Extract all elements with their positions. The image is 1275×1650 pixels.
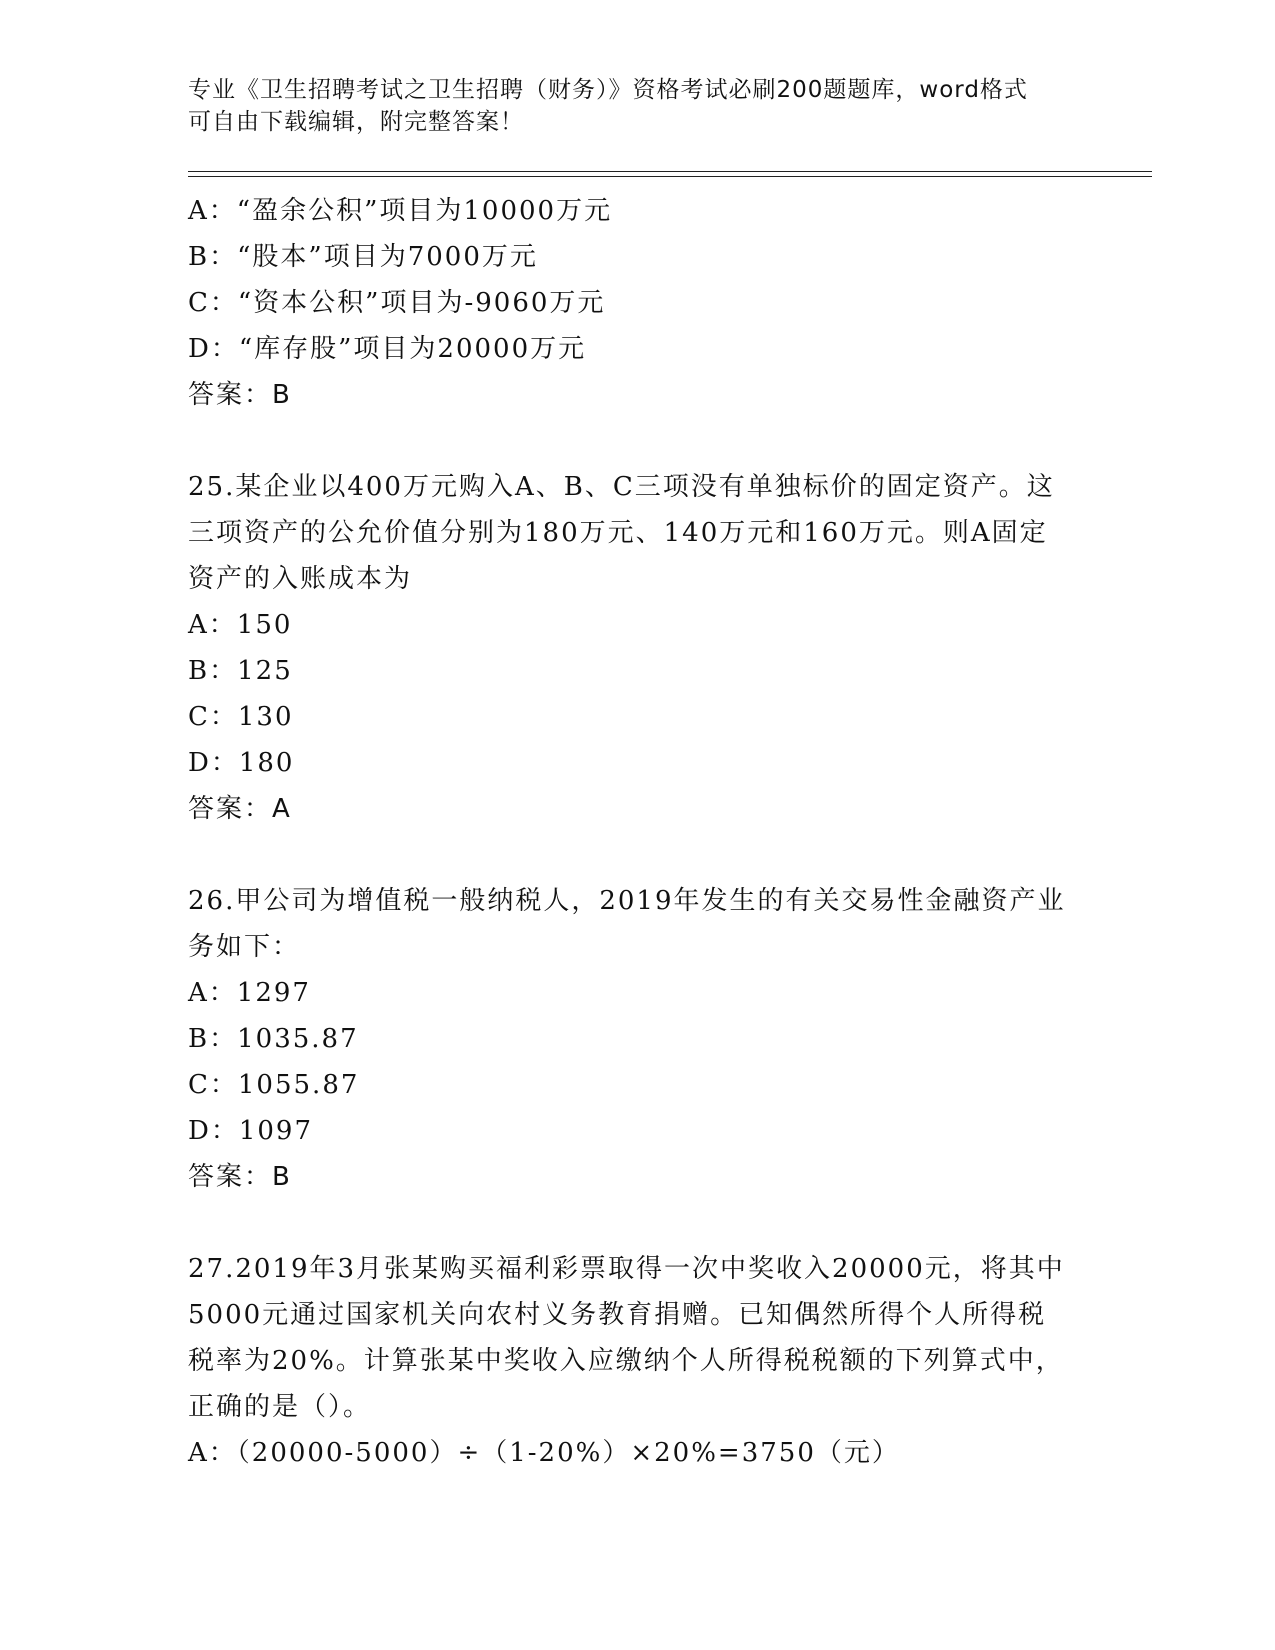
answer-line: 答案：A: [188, 794, 292, 824]
option-d: D：“库存股”项目为20000万元: [188, 334, 587, 364]
answer-line: 答案：B: [188, 1162, 292, 1192]
header-line-1: 专业《卫生招聘考试之卫生招聘（财务）》资格考试必刷200题题库，word格式: [188, 77, 1028, 103]
question-block-27: [188, 1246, 1088, 1476]
option-b: B：“股本”项目为7000万元: [188, 242, 538, 272]
spacer: [188, 832, 1088, 878]
question-text-line: 正确的是（）。: [188, 1392, 372, 1422]
question-text-line: 务如下：: [188, 932, 301, 962]
option-d: D：180: [188, 748, 295, 778]
question-text-line: 税率为20%。计算张某中奖收入应缴纳个人所得税税额的下列算式中，: [188, 1346, 1064, 1376]
spacer: [188, 1200, 1088, 1246]
header-rule-bottom: [188, 176, 1152, 177]
question-text-line: 资产的入账成本为: [188, 564, 413, 594]
option-b: B：125: [188, 656, 293, 686]
option-a: A：150: [188, 610, 293, 640]
answer-line: 答案：B: [188, 380, 292, 410]
header-line-2: 可自由下载编辑，附完整答案！: [188, 109, 524, 135]
option-a: A：（20000-5000）÷（1-20%）×20%=3750（元）: [188, 1438, 900, 1468]
question-block-26: [188, 878, 1088, 1200]
option-a: A：“盈余公积”项目为10000万元: [188, 196, 613, 226]
option-c: C：130: [188, 702, 294, 732]
option-d: D：1097: [188, 1116, 314, 1146]
spacer: [188, 418, 1088, 464]
header-rule-top: [188, 171, 1152, 172]
question-text-line: 5000元通过国家机关向农村义务教育捐赠。已知偶然所得个人所得税: [188, 1300, 1047, 1330]
question-block-24: [188, 188, 1088, 418]
question-text-line: 三项资产的公允价值分别为180万元、140万元和160万元。则A固定: [188, 518, 1048, 548]
question-content: [188, 188, 1088, 1476]
option-a: A：1297: [188, 978, 311, 1008]
question-text-line: 25.某企业以400万元购入A、B、C三项没有单独标价的固定资产。这: [188, 472, 1055, 502]
question-text-line: 27.2019年3月张某购买福利彩票取得一次中奖收入20000元，将其中: [188, 1254, 1065, 1284]
question-block-25: [188, 464, 1088, 832]
option-c: C：“资本公积”项目为-9060万元: [188, 288, 606, 318]
option-b: B：1035.87: [188, 1024, 359, 1054]
option-c: C：1055.87: [188, 1070, 360, 1100]
question-text-line: 26.甲公司为增值税一般纳税人，2019年发生的有关交易性金融资产业: [188, 886, 1066, 916]
document-header: [188, 74, 1088, 138]
